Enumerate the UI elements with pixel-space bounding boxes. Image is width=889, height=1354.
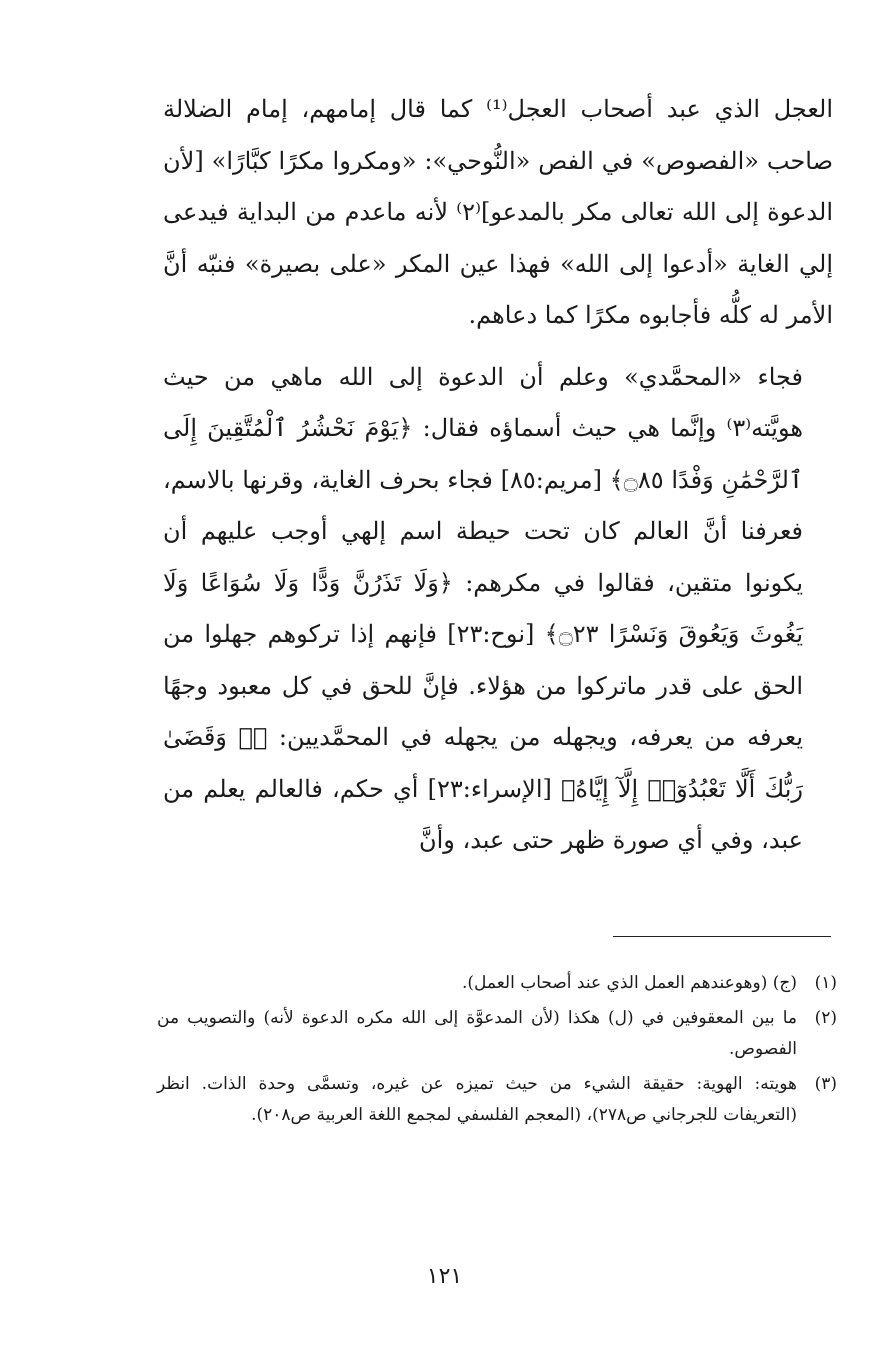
paragraph-1: العجل الذي عبد أصحاب العجل⁽¹⁾ كما قال إمامهم، إمام الضلالة صاحب «الفصوص» في الفص «النُّوحي»: «ومكروا مكرًا كبَّارًا» [لأن الدعوة إلى الله تعالى مكر بالمدعو]⁽٢⁾ لأنه ماعدم من البداية فيدعى إلي الغاية «أدعوا إلى الله» فهذا عين المكر «على بصيرة» فنبّه أنَّ الأمر له كلُّه فأجابوه مكرًا كما دعاهم. [163, 95, 833, 329]
footnote-separator [613, 936, 831, 937]
footnote-text: (ج) (وهوعندهم العمل الذي عند أصحاب العمل). [461, 973, 797, 993]
footnote-number: (٣) [814, 1074, 837, 1094]
main-text [163, 84, 833, 867]
page-number: ١٢١ [426, 1264, 463, 1289]
footnote-text: هويته: الهوية: حقيقة الشيء من حيث تميزه عن غيره، وتسمَّى وحدة الذات. انظر (التعريفات للجرجاني ص٢٧٨)، (المعجم الفلسفي لمجمع اللغة العربية ص٢٠٨). [157, 1074, 797, 1125]
paragraph-2: فجاء «المحمَّدي» وعلم أن الدعوة إلى الله ماهي من حيث هويَّته⁽٣⁾ وإنَّما هي حيث أسماؤه فقال: ﴿يَوْمَ نَحْشُرُ ٱلْمُتَّقِينَ إِلَى ٱلرَّحْمَٰنِ وَفْدًا ۝٨٥﴾ [مريم:٨٥] فجاء بحرف الغاية، وقرنها بالاسم، فعرفنا أنَّ العالم كان تحت حيطة اسم إلهي أوجب عليهم أن يكونوا متقين، فقالوا في مكرهم: ﴿وَلَا تَذَرُنَّ وَدًّا وَلَا سُوَاعًا وَلَا يَغُوثَ وَيَعُوقَ وَنَسْرًا ۝٢٣﴾ [نوح:٢٣] فإنهم إذا تركوهم جهلوا من الحق على قدر ماتركوا من هؤلاء. فإنَّ للحق في كل معبود وجهًا يعرفه من يعرفه، ويجهله من يجهله في المحمَّديين: ﴿۞ وَقَضَىٰ رَبُّكَ أَلَّا تَعْبُدُوٓا۟ إِلَّآ إِيَّاهُ﴾ [الإسراء:٢٣] أي حكم، فالعالم يعلم من عبد، وفي أي صورة ظهر حتى عبد، وأنَّ [163, 362, 804, 854]
footnote-text: ما بين المعقوفين في (ل) هكذا (لأن المدعوَّة إلى الله مكره الدعوة لأنه) والتصويب من الفصوص. [157, 1008, 797, 1059]
footnote-3 [157, 1069, 837, 1131]
footnotes [157, 968, 837, 1135]
footnote-2 [157, 1003, 837, 1065]
footnote-number: (٢) [814, 1008, 837, 1028]
footnote-number: (١) [814, 973, 837, 993]
footnote-1 [157, 968, 837, 999]
